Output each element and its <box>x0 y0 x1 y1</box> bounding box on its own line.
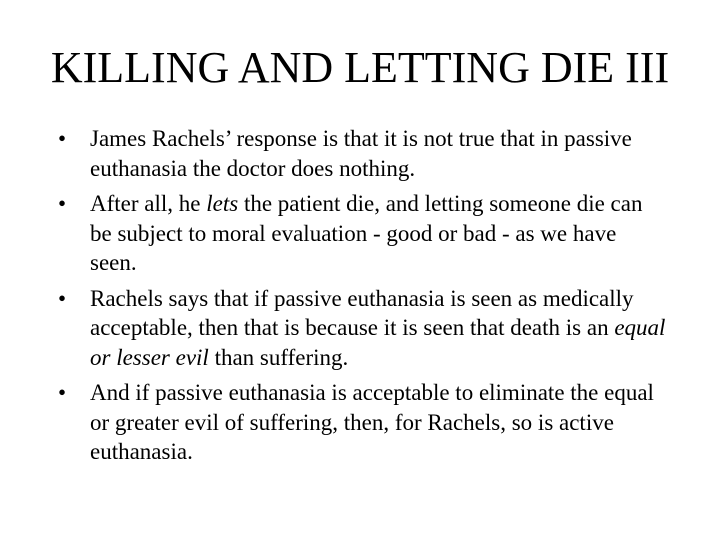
bullet-text <box>90 126 632 181</box>
bullet-list <box>58 124 668 473</box>
bullet-item-1 <box>58 124 668 183</box>
bullet-text-emphasis: equal or lesser evil <box>90 315 666 370</box>
slide-title: KILLING AND LETTING DIE III <box>50 43 670 92</box>
bullet-item-4 <box>58 378 668 467</box>
bullet-text-emphasis: lets <box>206 191 239 216</box>
bullet-item-2 <box>58 189 668 278</box>
bullet-text-segment: And if passive euthanasia is acceptable to eliminate the equal or greater evil of suffering, then, for Rachels, so is active euthanasia. <box>90 380 654 464</box>
bullet-text-segment: James Rachels’ response is that it is not true that in passive euthanasia the doctor does nothing. <box>90 126 632 181</box>
bullet-text-segment: the patient die, and letting someone die can be subject to moral evaluation - good or bad - as we have seen. <box>90 191 643 275</box>
bullet-text <box>90 286 665 370</box>
bullet-icon: • <box>58 285 67 311</box>
bullet-text-segment: After all, he <box>90 191 207 216</box>
bullet-text <box>90 380 654 464</box>
bullet-icon: • <box>58 126 67 151</box>
bullet-text-segment: Rachels says that if passive euthanasia is seen as medically acceptable, then that is because it is seen that death is an <box>90 285 634 340</box>
bullet-text <box>90 191 642 275</box>
bullet-icon: • <box>58 191 67 216</box>
bullet-text-segment: than suffering. <box>208 344 349 370</box>
bullet-item-3 <box>58 284 668 373</box>
bullet-icon: • <box>58 380 67 405</box>
